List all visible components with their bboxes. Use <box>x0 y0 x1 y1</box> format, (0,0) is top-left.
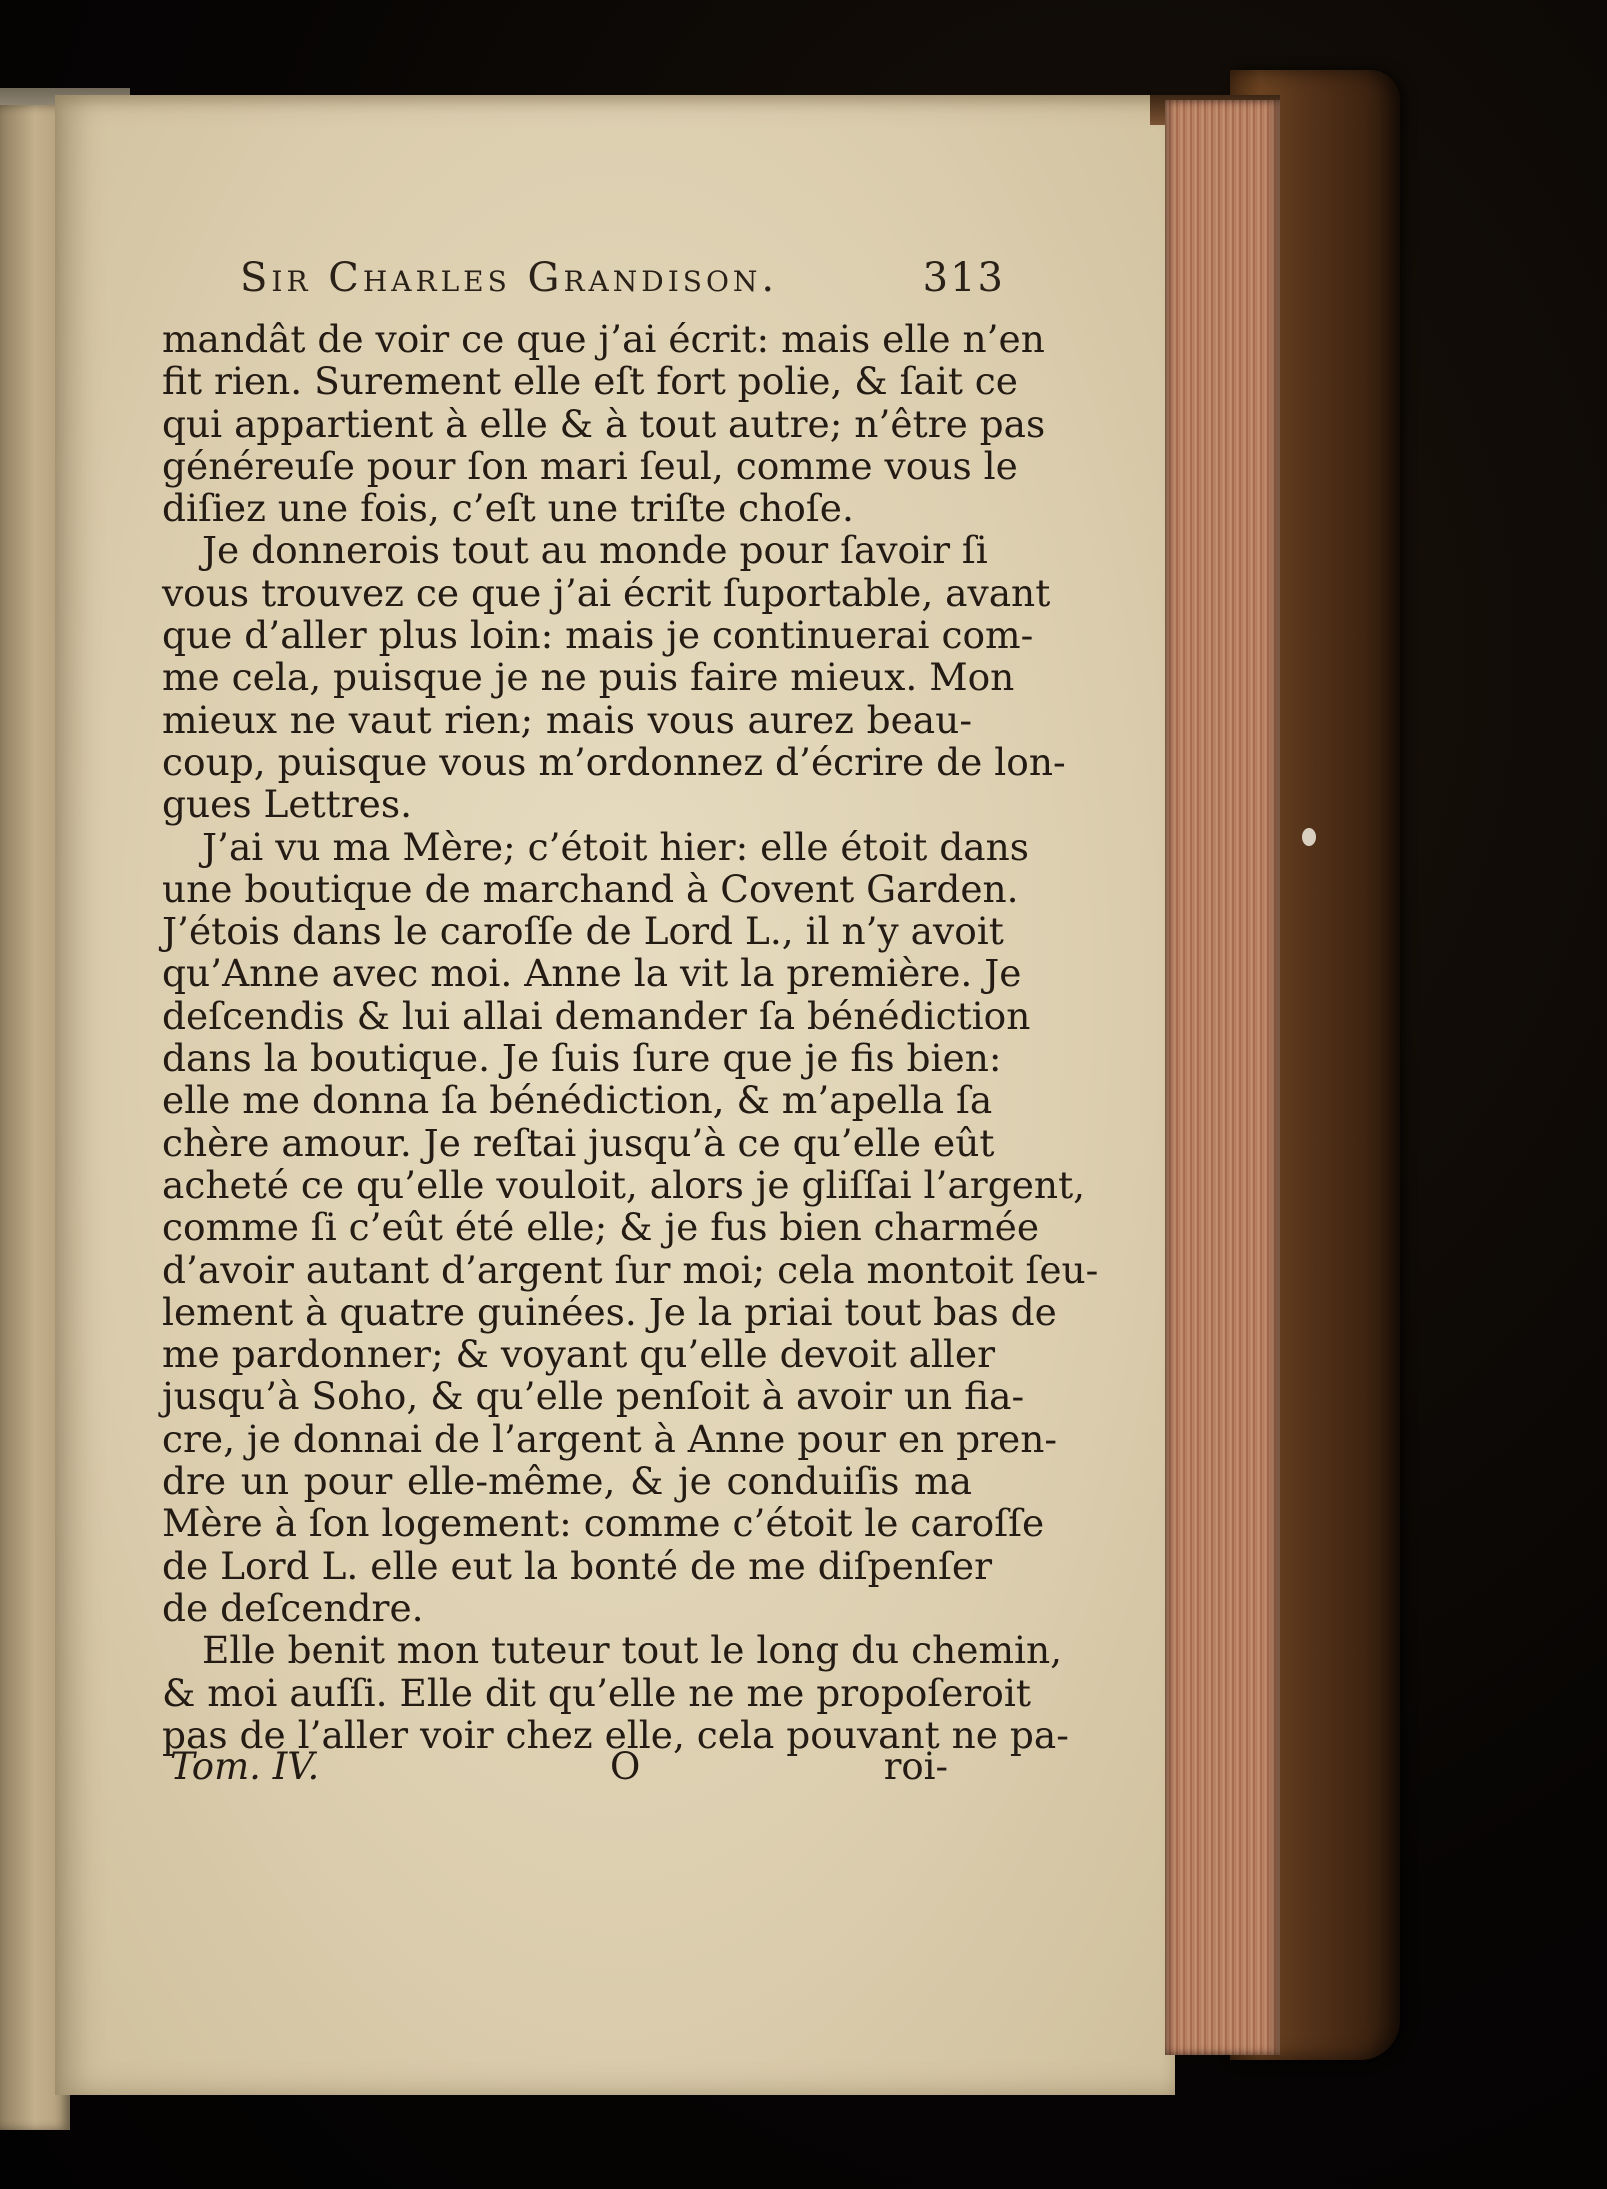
text-line: diſiez une fois, c’eſt une triſte choſe. <box>162 486 854 531</box>
page-stack-edges <box>1165 100 1280 2055</box>
text-line: mandât de voir ce que j’ai écrit: mais elle n’en <box>162 317 1045 361</box>
text-line: & moi auſſi. Elle dit qu’elle ne me propoſeroit <box>162 1670 1031 1715</box>
text-line: dre un pour elle-même, & je conduiſis ma <box>162 1459 972 1504</box>
page-footer <box>162 1745 972 1791</box>
text-line: d’avoir autant d’argent ſur moi; cela montoit ſeu- <box>162 1247 1099 1292</box>
volume-label: Tom. IV. <box>170 1745 320 1788</box>
running-head <box>240 255 1005 315</box>
text-line: deſcendis & lui allai demander ſa bénédiction <box>162 993 1031 1038</box>
text-line: que d’aller plus loin: mais je continuerai com- <box>162 613 1034 658</box>
text-line: généreuſe pour ſon mari ſeul, comme vous le <box>162 443 1018 488</box>
text-line: qui appartient à elle & à tout autre; n’être pas <box>162 401 1046 446</box>
text-line: elle me donna ſa bénédiction, & m’apella ſa <box>162 1078 993 1123</box>
text-line: jusqu’à Soho, & qu’elle penſoit à avoir un fia- <box>162 1374 1025 1419</box>
text-line: dans la boutique. Je ſuis ſure que je fis bien: <box>162 1036 1002 1081</box>
text-line: me cela, puisque je ne puis faire mieux. Mon <box>162 655 1015 700</box>
text-line: cre, je donnai de l’argent à Anne pour en pren- <box>162 1416 1058 1461</box>
text-line: vous trouvez ce que j’ai écrit ſuportable, avant <box>162 570 1051 615</box>
signature-mark: O <box>610 1745 641 1788</box>
text-line: comme ſi c’eût été elle; & je fus bien charmée <box>162 1205 1040 1250</box>
text-line: J’étois dans le caroſſe de Lord L., il n’y avoit <box>162 909 1004 954</box>
text-line: une boutique de marchand à Covent Garden. <box>162 866 1019 911</box>
page-number: 313 <box>922 255 1005 301</box>
running-head-title: Sir Charles Grandison. <box>240 255 779 301</box>
text-line: Mère à ſon logement: comme c’étoit le caroſſe <box>162 1501 1045 1546</box>
text-line: mieux ne vaut rien; mais vous aurez beau- <box>162 697 972 742</box>
text-line: de Lord L. elle eut la bonté de me diſpenſer <box>162 1543 993 1588</box>
text-line: coup, puisque vous m’ordonnez d’écrire de lon- <box>162 739 1066 784</box>
text-line: me pardonner; & voyant qu’elle devoit aller <box>162 1332 996 1377</box>
cover-mark <box>1302 828 1316 846</box>
text-line: de deſcendre. <box>162 1585 424 1630</box>
body-text <box>162 317 1099 1757</box>
catchword: roi- <box>883 1745 948 1788</box>
text-line: acheté ce qu’elle vouloit, alors je gliſſai l’argent, <box>162 1162 1086 1207</box>
text-line: J’ai vu ma Mère; c’étoit hier: elle étoit dans <box>202 824 1030 869</box>
text-line: gues Lettres. <box>162 782 413 827</box>
text-line: chère amour. Je reſtai jusqu’à ce qu’elle eût <box>162 1120 995 1165</box>
text-line: qu’Anne avec moi. Anne la vit la première. Je <box>162 951 1022 996</box>
text-line: Elle benit mon tuteur tout le long du chemin, <box>202 1628 1063 1673</box>
text-line: lement à quatre guinées. Je la priai tout bas de <box>162 1289 1057 1334</box>
text-line: fit rien. Surement elle eſt fort polie, & ſait ce <box>162 359 1018 404</box>
text-line: Je donnerois tout au monde pour ſavoir ſi <box>202 528 988 573</box>
text-line: pas de l’aller voir chez elle, cela pouvant ne pa- <box>162 1712 1069 1757</box>
